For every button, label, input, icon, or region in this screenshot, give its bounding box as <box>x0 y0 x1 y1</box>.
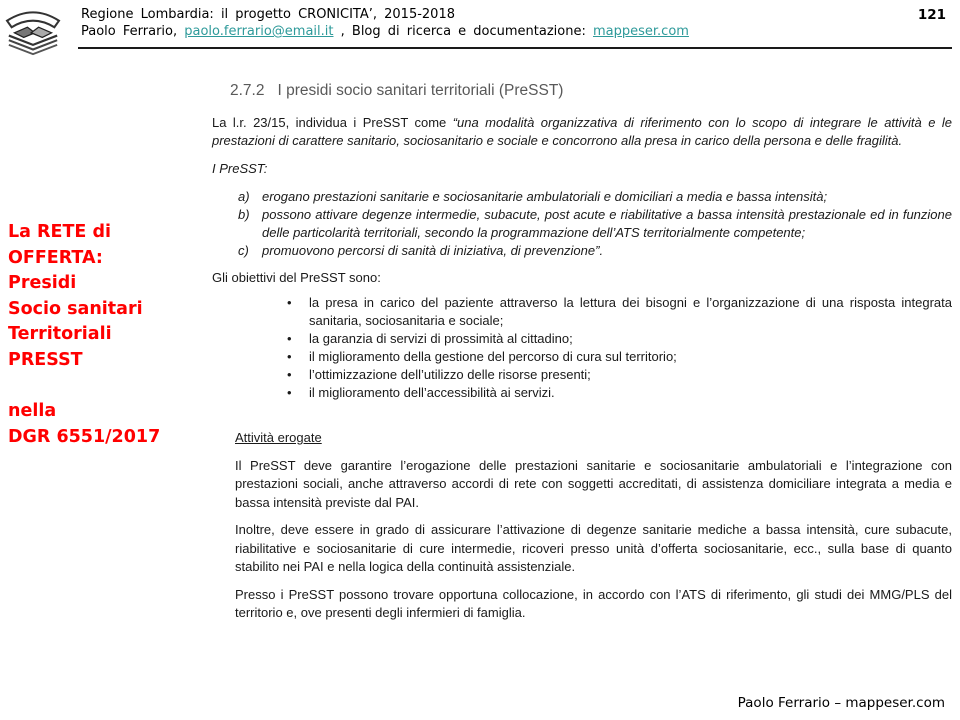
sidebar-title-line: OFFERTA: <box>8 247 103 268</box>
list-item <box>287 366 952 384</box>
intro-paragraph-normal: La l.r. 23/15, individua i PreSST come <box>212 115 453 130</box>
sidebar-title-line: PRESST <box>8 349 83 370</box>
activities-section <box>235 429 952 623</box>
list-text: il miglioramento dell’accessibilità ai servizi. <box>309 385 555 400</box>
site-link[interactable]: mappeser.com <box>593 24 689 39</box>
header-blog-label: , Blog di ricerca e documentazione: <box>333 24 593 39</box>
activities-paragraph-1: Il PreSST deve garantire l’erogazione delle prestazioni sanitarie e sociosanitarie ambulatoriali e l’integrazione con prestazioni sociali, anche attraverso accordi di rete con soggetti accreditati, di assistenza domiciliare integrata a media e bassa intensità previste dal PAI. <box>235 457 952 510</box>
objectives-intro: Gli obiettivi del PreSST sono: <box>212 270 381 285</box>
handshake-book-logo <box>3 4 63 56</box>
list-label: c) <box>238 243 249 258</box>
presst-label: I PreSST: <box>212 161 268 176</box>
sidebar-title-line: La RETE di <box>8 222 111 242</box>
footer-credit: Paolo Ferrario – mappeser.com <box>737 695 945 711</box>
sidebar-title-line: Presidi <box>8 273 77 293</box>
bullet-icon: • <box>287 349 292 364</box>
email-link[interactable]: paolo.ferrario@email.it <box>184 24 334 39</box>
section-title: I presidi socio sanitari territoriali (PreSST) <box>277 82 564 99</box>
header-subtitle <box>81 23 689 40</box>
bullet-icon: • <box>287 295 292 310</box>
bullet-icon: • <box>287 331 292 346</box>
list-text: l’ottimizzazione dell’utilizzo delle risorse presenti; <box>309 367 591 382</box>
list-text: promuovono percorsi di sanità di iniziativa, di prevenzione”. <box>262 243 604 258</box>
list-item <box>287 330 952 348</box>
list-item <box>287 294 952 330</box>
objectives-list <box>287 294 952 402</box>
list-item-c <box>238 242 952 260</box>
activities-paragraph-2: Inoltre, deve essere in grado di assicurare l’attivazione di degenze sanitarie mediche a bassa intensità, cure subacute, riabilitative e sociosanitarie di cure intermedie, ricoveri presso unità d’offerta sociosanitarie, ecc., sulla base di quanto stabilito nei PAI e nella logica della continuità assistenziale. <box>235 522 952 574</box>
header-author: Paolo Ferrario, <box>81 24 185 39</box>
list-text: il miglioramento della gestione del percorso di cura sul territorio; <box>309 349 677 364</box>
list-label: a) <box>238 189 250 204</box>
footer <box>738 695 945 711</box>
list-item <box>287 348 952 366</box>
intro-paragraph-quote: “una modalità organizzativa di riferimento con lo scopo di integrare le attività e le prestazioni di carattere sanitario, sociosanitario e sociale e concorrono alla presa in carico della persona e delle fragilità. <box>212 115 952 148</box>
sidebar-title-line: Territoriali <box>8 324 112 344</box>
list-label: b) <box>238 207 250 222</box>
section-number: 2.7.2 <box>230 82 265 99</box>
page-number: 121 <box>917 7 946 23</box>
list-item <box>287 384 952 402</box>
header-text <box>81 4 689 40</box>
header-title: Regione Lombardia: il progetto CRONICITA’, 2015-2018 <box>81 7 455 22</box>
list-text: possono attivare degenze intermedie, subacute, post acute e riabilitative a bassa intensità prestazionale ed in funzione delle particolarità territoriali, secondo la programmazione dell’ATS territorialmente competente; <box>262 207 952 240</box>
section-heading <box>230 82 952 100</box>
main-content <box>212 82 952 632</box>
list-text: la garanzia di servizi di prossimità al cittadino; <box>309 331 573 346</box>
list-item-b <box>238 206 952 242</box>
list-item-a <box>238 188 952 206</box>
intro-paragraph <box>212 114 952 150</box>
bullet-icon: • <box>287 385 292 400</box>
sidebar-title-line: nella <box>8 401 57 421</box>
list-text: la presa in carico del paziente attraverso la lettura dei bisogni e l’organizzazione di una risposta integrata sanitaria, sociosanitaria e sociale; <box>309 295 952 328</box>
sidebar-title-gap <box>8 373 208 399</box>
header-divider <box>78 47 952 49</box>
alpha-list <box>238 188 952 260</box>
activities-heading: Attività erogate <box>235 430 322 445</box>
sidebar-title-line: DGR 6551/2017 <box>8 426 161 447</box>
activities-paragraph-3: Presso i PreSST possono trovare opportuna collocazione, in accordo con l’ATS di riferimento, gli studi dei MMG/PLS del territorio e, ove presenti degli infermieri di famiglia. <box>235 586 952 620</box>
sidebar-title-line: Socio sanitari <box>8 298 143 319</box>
list-text: erogano prestazioni sanitarie e sociosanitarie ambulatoriali e domiciliari a media e bassa intensità; <box>262 189 828 204</box>
bullet-icon: • <box>287 367 292 382</box>
sidebar-title <box>8 220 208 450</box>
